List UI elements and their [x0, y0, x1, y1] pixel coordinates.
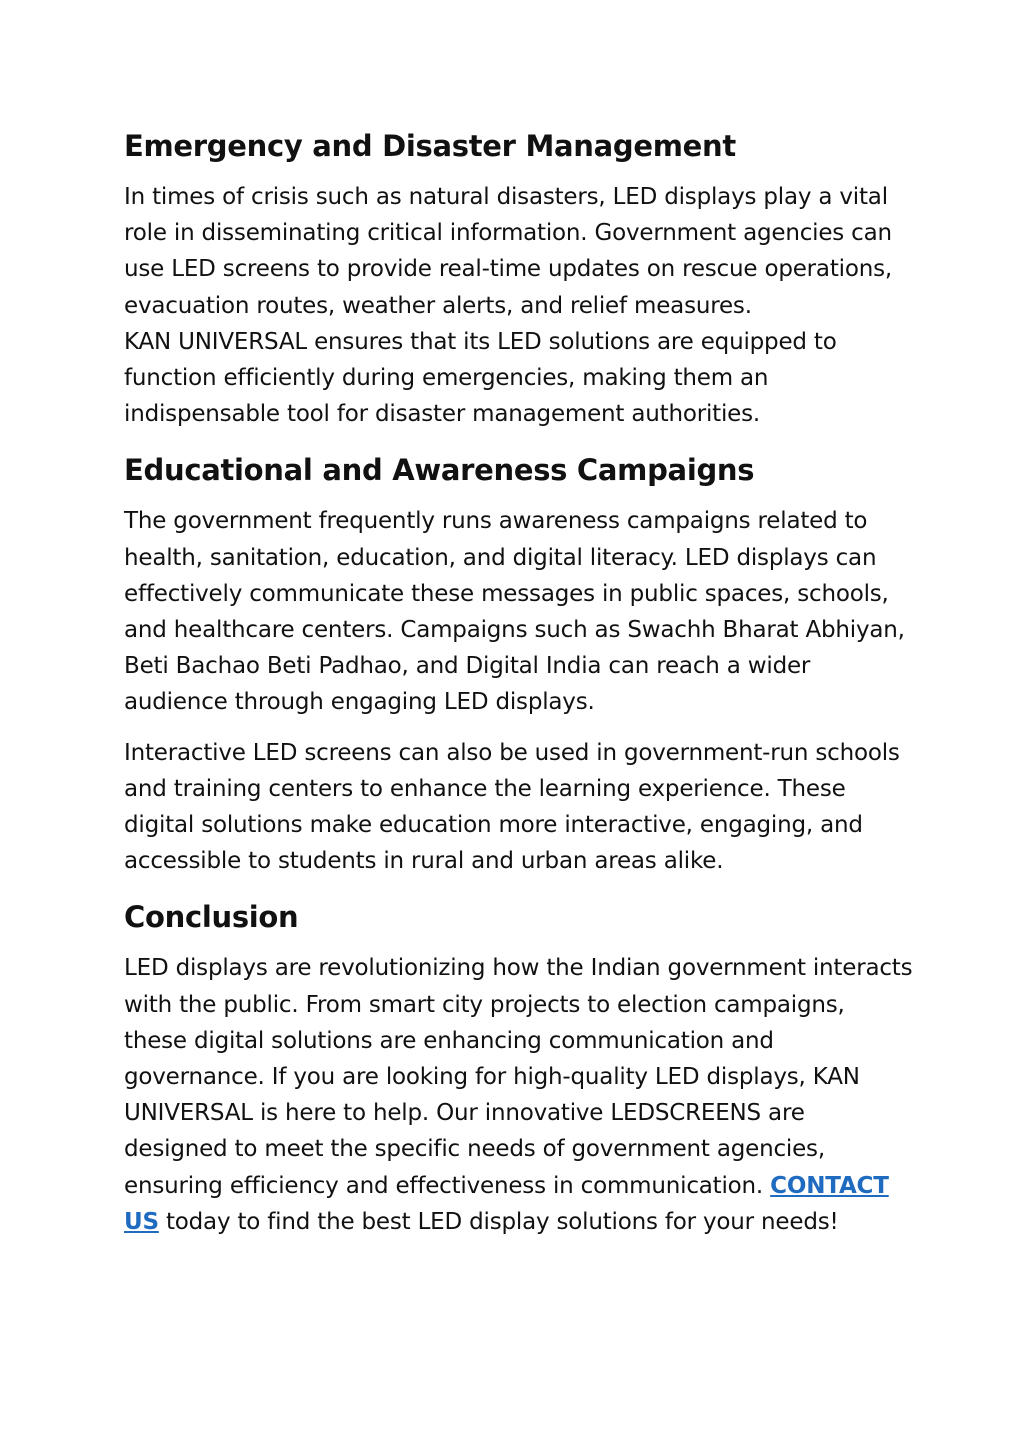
section-body-emergency — [124, 179, 914, 432]
section-heading-education: Educational and Awareness Campaigns — [124, 453, 755, 488]
paragraph: Interactive LED screens can also be used in government-run schools and training centers to enhance the learning experience. These digital solutions make education more interactive, engaging, and accessible to students in rural and urban areas alike. — [124, 739, 900, 875]
paragraph-text: LED displays are revolutionizing how the Indian government interacts with the public. From smart city projects to election campaigns, these digital solutions are enhancing communication and governance. If you are looking for high-quality LED displays, KAN UNIVERSAL is here to help. Our innovative LEDSCREENS are designed to meet the specific needs of government agencies, ensuring efficiency and effectiveness in communication. — [124, 955, 913, 1199]
paragraph: In times of crisis such as natural disasters, LED displays play a vital role in disseminating critical information. Government agencies can use LED screens to provide real-time updates on rescue operations, evacuation routes, weather alerts, and relief measures. — [124, 184, 892, 319]
section-heading-conclusion: Conclusion — [124, 900, 299, 935]
paragraph: The government frequently runs awareness campaigns related to health, sanitation, education, and digital literacy. LED displays can effectively communicate these messages in public spaces, schools, and healthcare centers. Campaigns such as Swachh Bharat Abhiyan, Beti Bachao Beti Padhao, and Digital India can reach a wider audience through engaging LED displays. — [124, 508, 905, 716]
conclusion-paragraph — [124, 950, 914, 1240]
contact-us-link[interactable]: CONTACT US — [124, 1172, 889, 1235]
paragraph-text-after-link: today to find the best LED display solutions for your needs! — [165, 1208, 839, 1235]
document-page — [124, 124, 914, 1240]
section-heading-emergency: Emergency and Disaster Management — [124, 129, 736, 163]
paragraph: KAN UNIVERSAL ensures that its LED solutions are equipped to function efficiently during emergencies, making them an indispensable tool for disaster management authorities. — [124, 328, 837, 428]
